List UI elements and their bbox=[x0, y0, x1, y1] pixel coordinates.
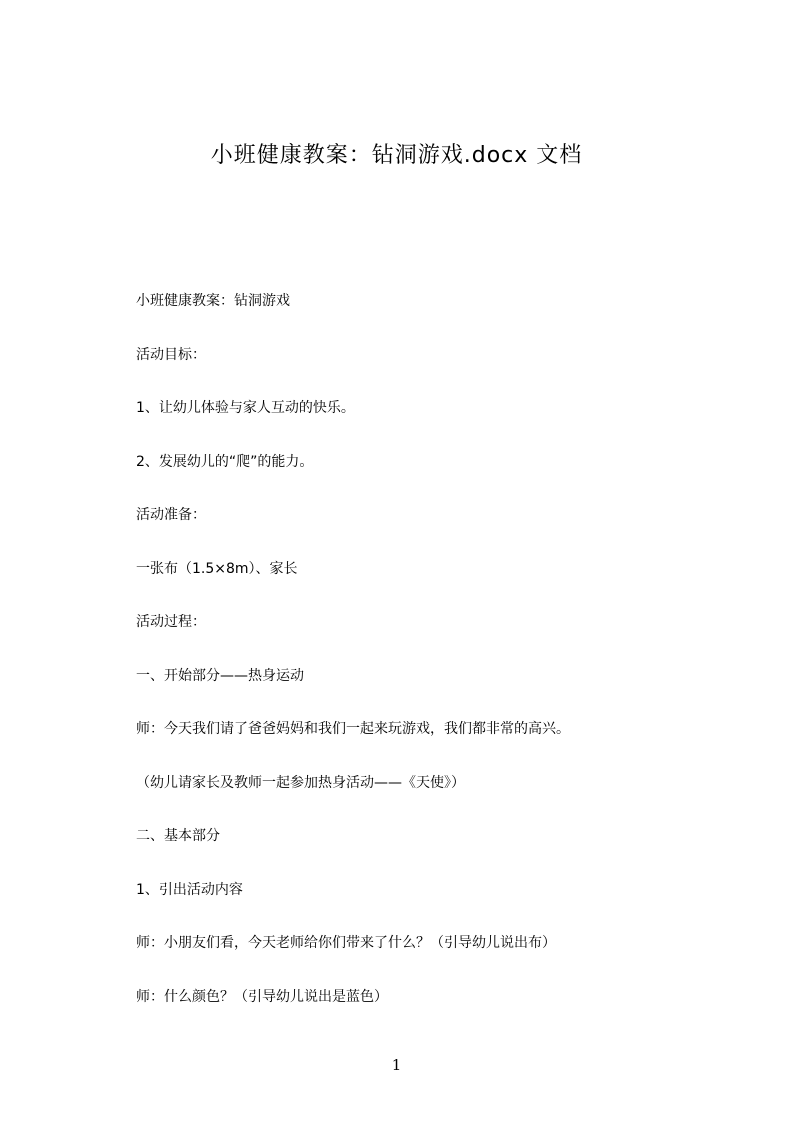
paragraph-goals-label: 活动目标： bbox=[136, 346, 206, 363]
page-number: 1 bbox=[391, 1056, 402, 1074]
paragraph-preparation-items: 一张布（1.5×8m）、家长 bbox=[136, 560, 298, 577]
paragraph-teacher-line-2: 师：小朋友们看，今天老师给你们带来了什么？（引导幼儿说出布） bbox=[136, 935, 556, 951]
paragraph-subsection-1: 1、引出活动内容 bbox=[136, 881, 243, 898]
paragraph-preparation-label: 活动准备： bbox=[136, 507, 206, 523]
document-body bbox=[136, 288, 696, 1037]
paragraph-heading: 小班健康教案：钻洞游戏 bbox=[136, 293, 290, 309]
paragraph-process-label: 活动过程： bbox=[136, 614, 206, 630]
paragraph-section-1: 一、开始部分——热身运动 bbox=[136, 667, 304, 684]
paragraph-section-2: 二、基本部分 bbox=[136, 828, 220, 844]
document-title: 小班健康教案：钻洞游戏.docx 文档 bbox=[210, 143, 583, 168]
paragraph-goal-1: 1、让幼儿体验与家人互动的快乐。 bbox=[136, 400, 355, 416]
paragraph-teacher-line-1: 师：今天我们请了爸爸妈妈和我们一起来玩游戏，我们都非常的高兴。 bbox=[136, 721, 570, 737]
paragraph-teacher-line-3: 师：什么颜色？（引导幼儿说出是蓝色） bbox=[136, 988, 388, 1005]
paragraph-warmup-note: （幼儿请家长及教师一起参加热身活动——《天使》） bbox=[136, 774, 465, 791]
paragraph-goal-2: 2、发展幼儿的“爬”的能力。 bbox=[136, 453, 314, 470]
